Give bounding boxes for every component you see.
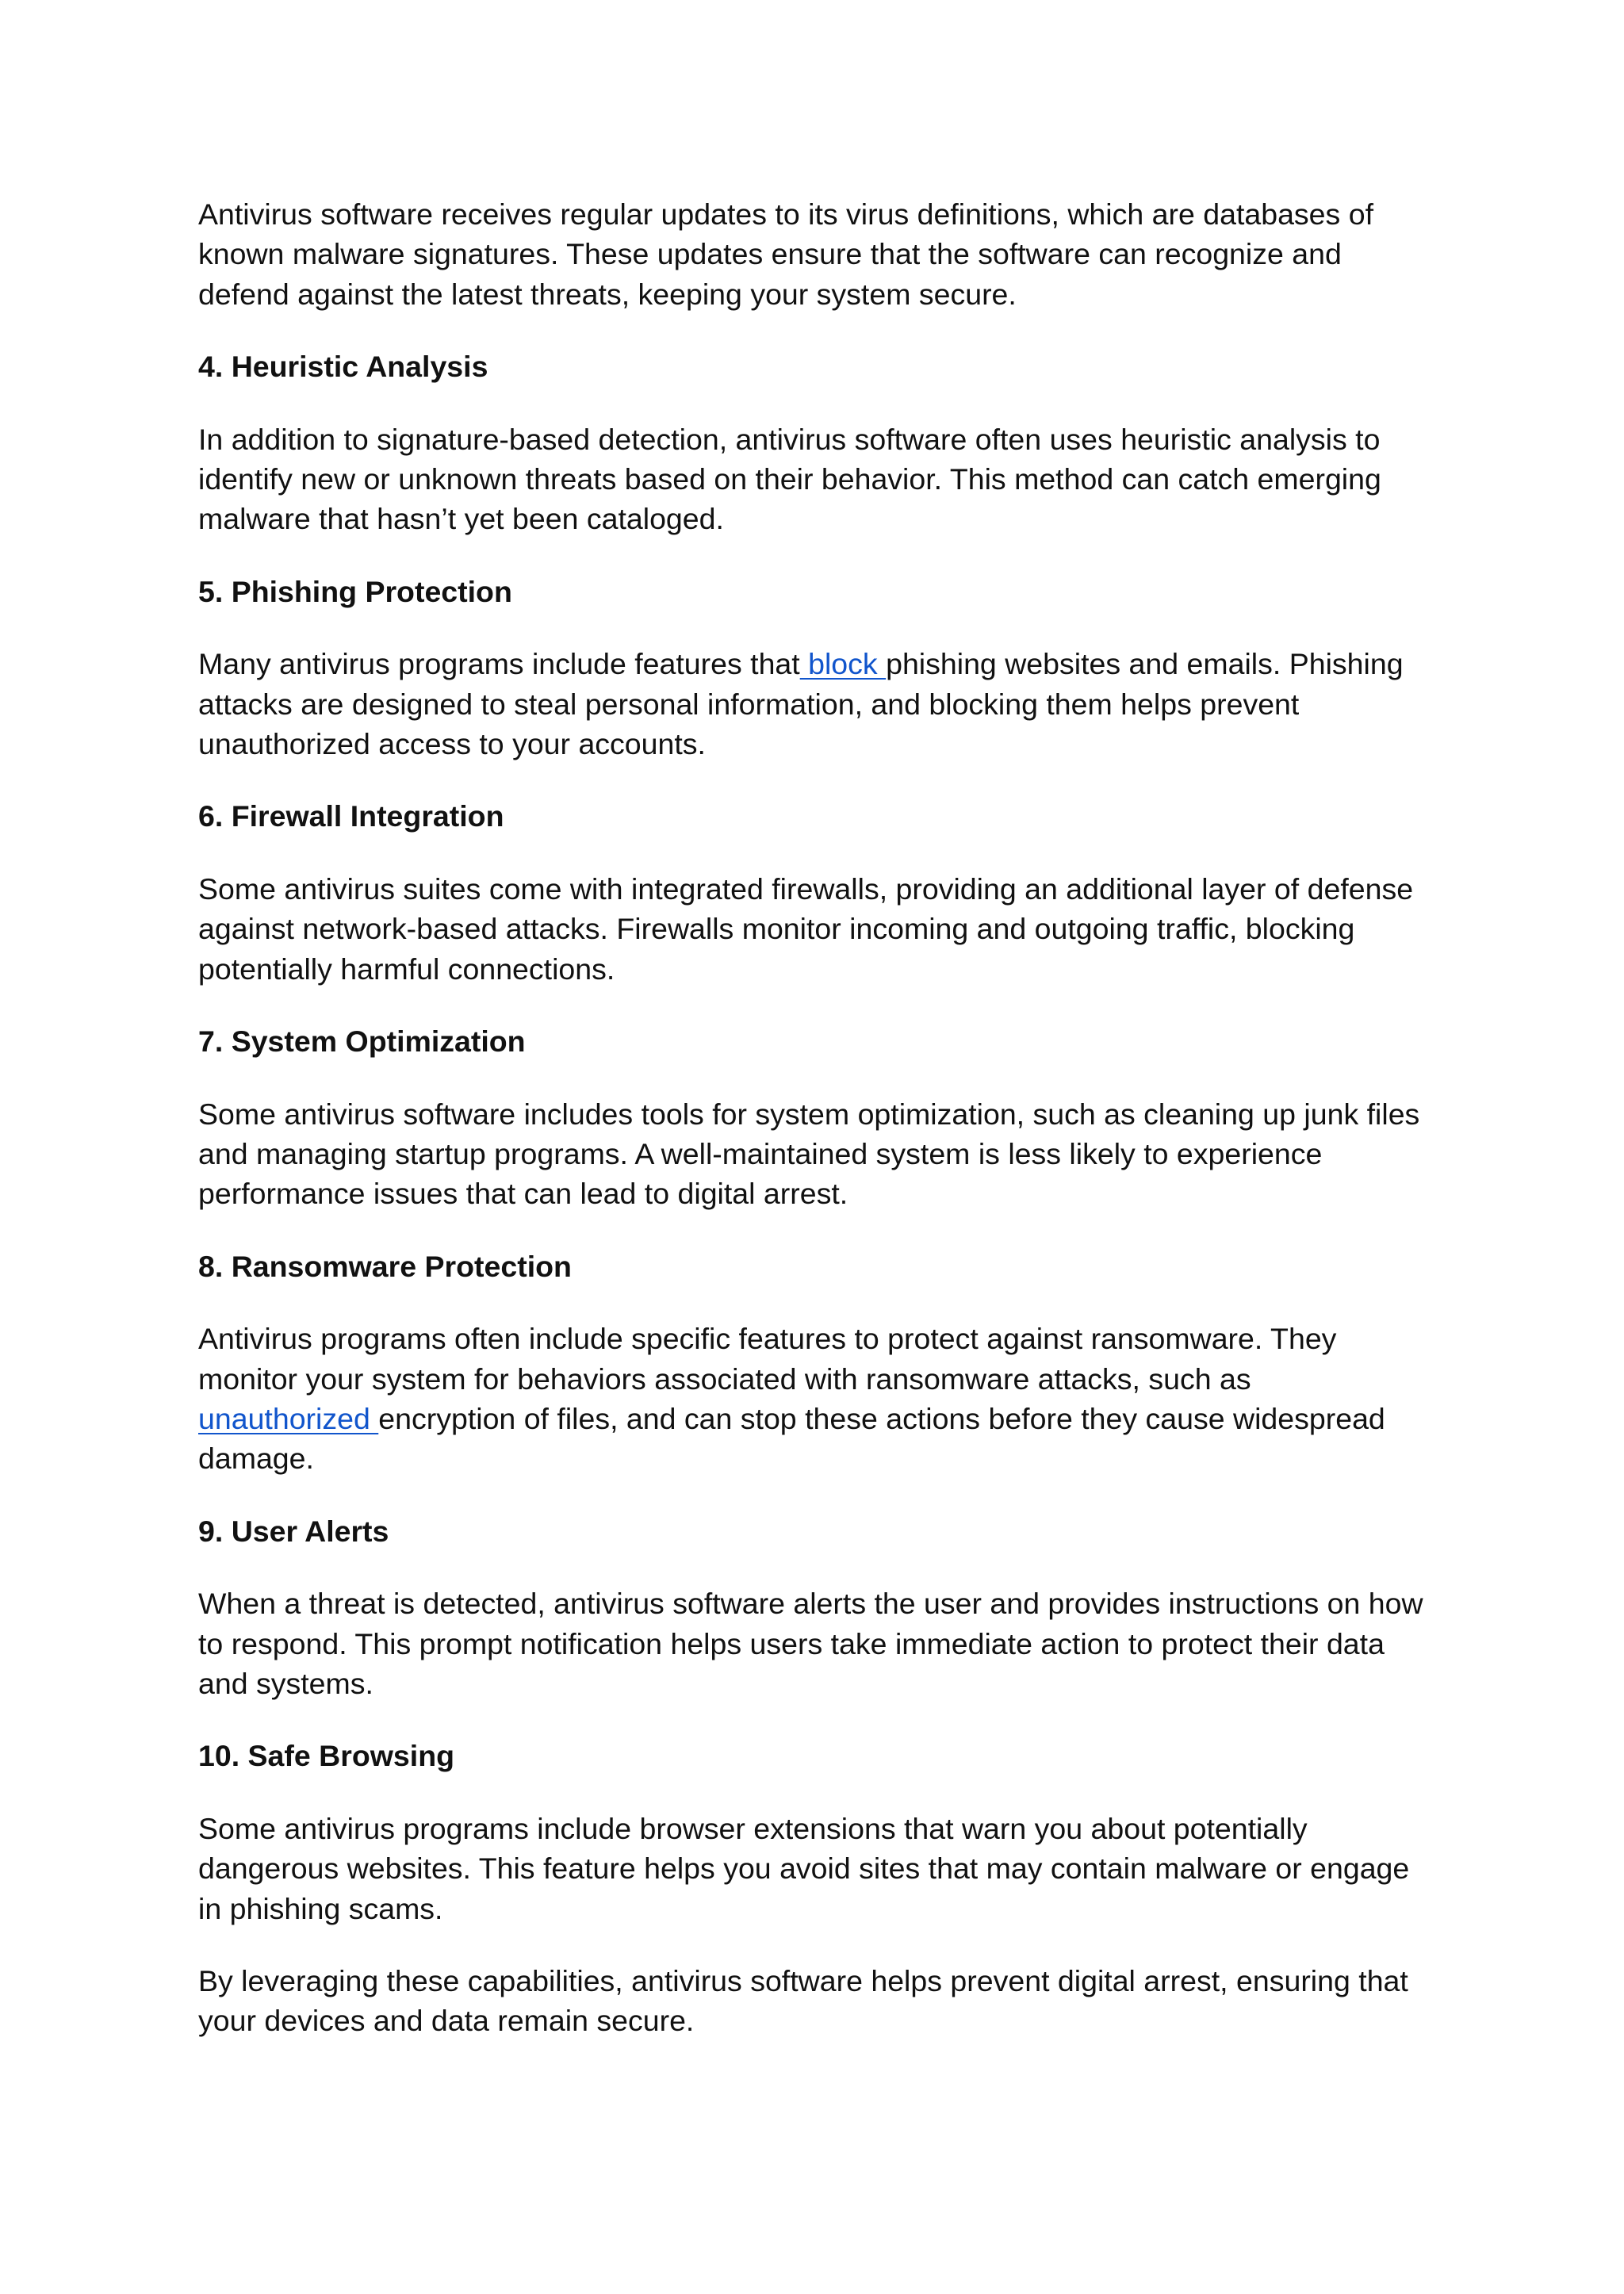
phishing-text-after: phishing websites and emails. Phishing attacks are designed to steal personal information, and blocking them helps prevent unauthorized access to your accounts. [198, 647, 1404, 761]
section-heading-user-alerts: 9. User Alerts [198, 1514, 389, 1548]
section-heading-firewall-integration: 6. Firewall Integration [198, 799, 504, 833]
document-page [198, 194, 1435, 2074]
ransomware-text-after: encryption of files, and can stop these actions before they cause widespread damage. [198, 1401, 1385, 1476]
section-body-phishing-protection [198, 644, 1435, 764]
section-body-user-alerts: When a threat is detected, antivirus software alerts the user and provides instructions on how to respond. This prompt notification helps users take immediate action to protect their data and systems. [198, 1587, 1423, 1700]
section-heading-heuristic-analysis: 4. Heuristic Analysis [198, 350, 488, 384]
section-heading-phishing-protection: 5. Phishing Protection [198, 574, 512, 608]
section-heading-ransomware-protection: 8. Ransomware Protection [198, 1249, 572, 1283]
unauthorized-link[interactable]: unauthorized [198, 1401, 379, 1435]
conclusion-paragraph: By leveraging these capabilities, antivirus software helps prevent digital arrest, ensuring that your devices and data remain secure. [198, 1964, 1408, 2038]
section-body-heuristic-analysis: In addition to signature-based detection, antivirus software often uses heuristic analysis to identify new or unknown threats based on their behavior. This method can catch emerging malware that hasn’t yet been cataloged. [198, 422, 1381, 536]
ransomware-text-before: Antivirus programs often include specific features to protect against ransomware. They monitor your system for behaviors associated with ransomware attacks, such as [198, 1322, 1337, 1396]
intro-paragraph: Antivirus software receives regular updates to its virus definitions, which are databases of known malware signatures. These updates ensure that the software can recognize and defend against the latest threats, keeping your system secure. [198, 197, 1373, 311]
section-body-safe-browsing: Some antivirus programs include browser extensions that warn you about potentially dangerous websites. This feature helps you avoid sites that may contain malware or engage in phishing scams. [198, 1811, 1410, 1925]
block-link[interactable]: block [799, 647, 887, 681]
section-heading-safe-browsing: 10. Safe Browsing [198, 1739, 455, 1773]
phishing-text-before: Many antivirus programs include features that [198, 647, 800, 681]
section-body-system-optimization: Some antivirus software includes tools for system optimization, such as cleaning up junk files and managing startup programs. A well-maintained system is less likely to experience performance issues that can lead to digital arrest. [198, 1097, 1420, 1211]
section-body-ransomware-protection [198, 1319, 1435, 1479]
section-body-firewall-integration: Some antivirus suites come with integrated firewalls, providing an additional layer of defense against network-based attacks. Firewalls monitor incoming and outgoing traffic, blocking potentially harmful connections. [198, 871, 1414, 986]
section-heading-system-optimization: 7. System Optimization [198, 1024, 526, 1059]
